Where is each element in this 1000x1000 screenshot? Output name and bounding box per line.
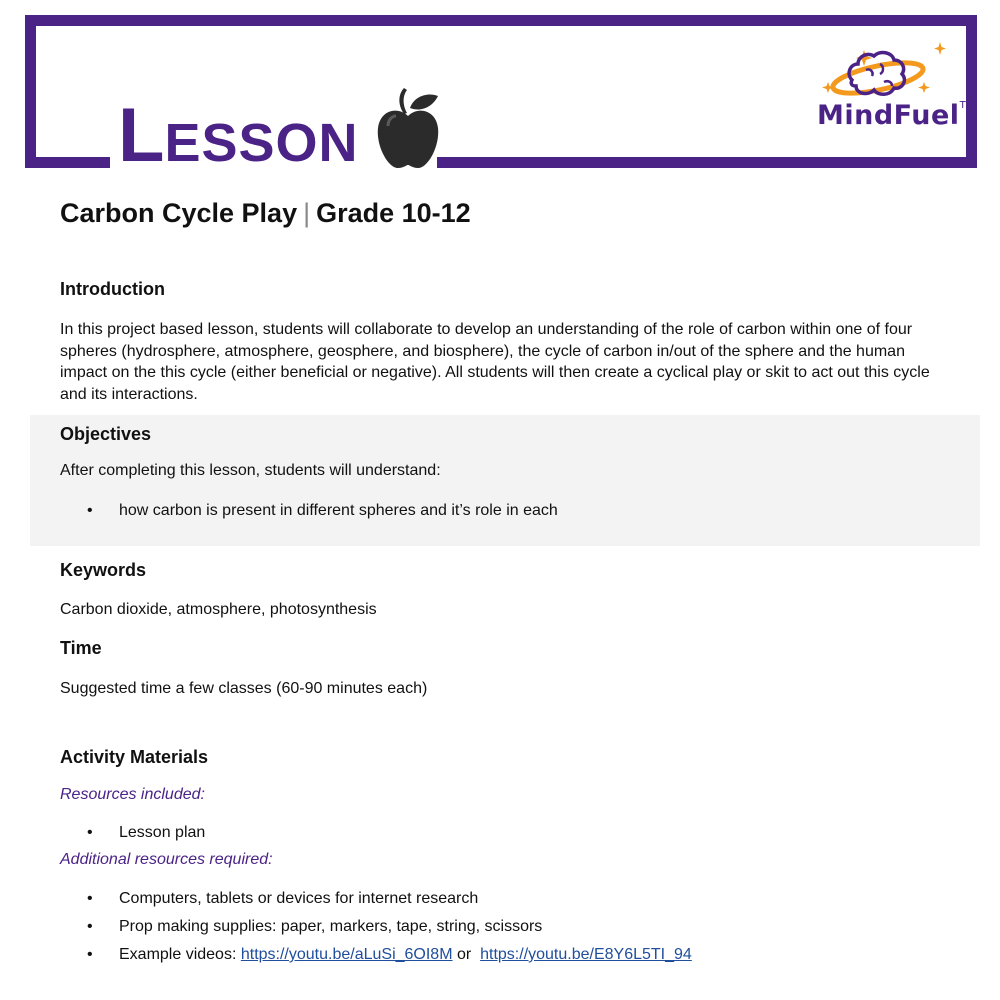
materials-heading: Activity Materials	[60, 747, 209, 767]
list-item	[60, 944, 692, 972]
resource-text: Lesson plan	[119, 824, 206, 841]
video-link-1[interactable]: https://youtu.be/aLuSi_6OI8M	[240, 946, 453, 963]
logo-name: MindFuel	[817, 100, 960, 131]
objectives-heading: Objectives	[60, 424, 152, 444]
page-title	[60, 198, 471, 229]
header-frame-bottom-right	[437, 157, 977, 168]
resources-included-label: Resources included:	[60, 786, 205, 803]
video-link-2[interactable]: https://youtu.be/E8Y6L5TI_94	[480, 946, 692, 963]
apple-icon	[374, 86, 442, 170]
bullet-icon: •	[87, 890, 93, 907]
time-body: Suggested time a few classes (60-90 minutes each)	[60, 680, 428, 697]
introduction-body: In this project based lesson, students will collaborate to develop an understanding of the role of carbon within one of four spheres (hydrosphere, atmosphere, geosphere, and biosphere), the cycle of carbon in/out of the sphere and the human impact on the this cycle (either beneficial or negative). All students will then create a cyclical play or skit to act out this cycle and its interactions.	[60, 321, 930, 403]
list-item	[60, 916, 692, 944]
header-frame-left	[25, 15, 36, 168]
bullet-icon: •	[87, 946, 93, 963]
title-separator: |	[303, 198, 311, 228]
page-title-grade: Grade 10-12	[316, 198, 471, 228]
list-item	[60, 500, 558, 528]
list-item	[60, 822, 205, 850]
videos-or: or	[456, 946, 472, 963]
bullet-icon: •	[87, 502, 93, 519]
resources-included-list	[60, 822, 205, 850]
page-title-main: Carbon Cycle Play	[60, 198, 298, 228]
logo-trademark: TM	[959, 100, 976, 111]
keywords-heading: Keywords	[60, 560, 147, 580]
mindfuel-logo-text	[817, 100, 975, 131]
header-frame-bottom-left	[25, 157, 110, 168]
list-item	[60, 888, 692, 916]
introduction-heading: Introduction	[60, 279, 165, 299]
additional-resources-list	[60, 888, 692, 972]
additional-resources-label: Additional resources required:	[60, 851, 273, 868]
header-frame-top	[25, 15, 977, 26]
bullet-icon: •	[87, 918, 93, 935]
lesson-heading-rest: ESSON	[164, 113, 359, 173]
objectives-lead: After completing this lesson, students will understand:	[60, 462, 441, 479]
header-frame-right	[966, 15, 977, 168]
bullet-icon: •	[87, 824, 93, 841]
resource-text: Computers, tablets or devices for internet research	[119, 890, 479, 907]
videos-label: Example videos:	[119, 946, 237, 963]
lesson-heading-initial: L	[118, 93, 165, 178]
resource-text: Prop making supplies: paper, markers, tape, string, scissors	[119, 918, 543, 935]
lesson-heading	[118, 93, 359, 178]
time-heading: Time	[60, 638, 102, 658]
objective-text: how carbon is present in different spheres and it’s role in each	[119, 502, 558, 519]
keywords-body: Carbon dioxide, atmosphere, photosynthesis	[60, 601, 377, 618]
objectives-list	[60, 500, 558, 528]
